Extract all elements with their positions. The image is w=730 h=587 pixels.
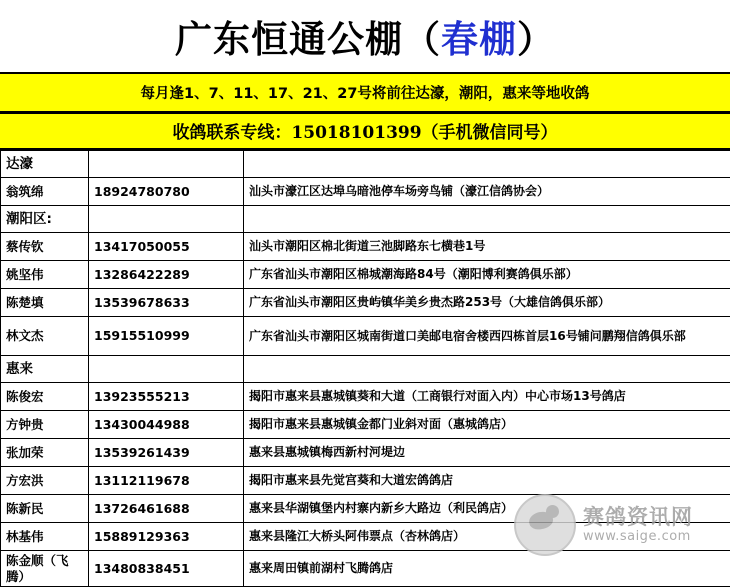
contact-phone: 13480838451 [89, 551, 244, 587]
contact-name: 陈金顺（飞腾） [1, 551, 89, 587]
contact-phone: 15915510999 [89, 317, 244, 356]
section-spacer [244, 206, 730, 233]
contact-name: 姚坚伟 [1, 261, 89, 289]
table-row [1, 317, 730, 356]
table-section-header [1, 206, 730, 233]
contact-name: 张加荣 [1, 439, 89, 467]
table-row [1, 178, 730, 206]
announcement-banner-hotline: 收鸽联系专线：15018101399（手机微信同号） [0, 112, 730, 150]
contact-name: 林文杰 [1, 317, 89, 356]
contact-address: 广东省汕头市潮阳区棉城潮海路84号（潮阳博利赛鸽俱乐部） [244, 261, 730, 289]
contact-phone: 13286422289 [89, 261, 244, 289]
contact-phone: 18924780780 [89, 178, 244, 206]
contact-address: 广东省汕头市潮阳区城南街道口美邮电宿舍楼西四栋首层16号铺问鹏翔信鸽俱乐部 [244, 317, 730, 356]
contact-name: 翁筑绵 [1, 178, 89, 206]
contact-address: 汕头市濠江区达埠乌暗池停车场旁鸟铺（濠江信鸽协会） [244, 178, 730, 206]
contact-address: 揭阳市惠来县惠城镇金都门业斜对面（惠城鸽店） [244, 411, 730, 439]
table-row [1, 383, 730, 411]
contact-address: 汕头市潮阳区棉北街道三池脚路东七横巷1号 [244, 233, 730, 261]
contact-address: 惠来县惠城镇梅西新村河堤边 [244, 439, 730, 467]
contact-name: 方宏洪 [1, 467, 89, 495]
contact-phone: 15889129363 [89, 523, 244, 551]
contact-phone: 13726461688 [89, 495, 244, 523]
contact-address: 惠来县华湖镇堡内村寨内新乡大路边（利民鸽店） [244, 495, 730, 523]
section-spacer [89, 151, 244, 178]
contact-name: 蔡传钦 [1, 233, 89, 261]
contact-address: 揭阳市惠来县先觉宫葵和大道宏鸽鸽店 [244, 467, 730, 495]
contact-phone: 13539261439 [89, 439, 244, 467]
table-row [1, 495, 730, 523]
title-main-text: 广东恒通公棚（ [175, 17, 441, 61]
contact-name: 陈楚填 [1, 289, 89, 317]
contact-name: 林基伟 [1, 523, 89, 551]
table-section-header [1, 356, 730, 383]
contact-phone: 13923555213 [89, 383, 244, 411]
contact-address: 广东省汕头市潮阳区贵屿镇华美乡贵杰路253号（大雄信鸽俱乐部） [244, 289, 730, 317]
watermark-url: www.saige.com [583, 529, 693, 544]
contact-name: 陈俊宏 [1, 383, 89, 411]
contact-name: 方钟贵 [1, 411, 89, 439]
table-row [1, 261, 730, 289]
table-row [1, 523, 730, 551]
table-row [1, 233, 730, 261]
section-spacer [244, 151, 730, 178]
contact-address: 揭阳市惠来县惠城镇葵和大道（工商银行对面入内）中心市场13号鸽店 [244, 383, 730, 411]
contact-address: 惠来周田镇前湖村飞腾鸽店 [244, 551, 730, 587]
contact-phone: 13417050055 [89, 233, 244, 261]
contact-phone: 13430044988 [89, 411, 244, 439]
contact-phone: 13112119678 [89, 467, 244, 495]
table-section-header [1, 151, 730, 178]
section-label: 惠来 [1, 356, 89, 383]
contacts-table [0, 150, 730, 587]
watermark-brand: 赛鸽资讯网 [583, 506, 693, 529]
document-header [0, 0, 730, 72]
title-highlight-text: 春棚 [441, 17, 517, 61]
contact-phone: 13539678633 [89, 289, 244, 317]
table-row [1, 551, 730, 587]
announcement-banner-schedule: 每月逢1、7、11、17、21、27号将前往达濠，潮阳，惠来等地收鸽 [0, 72, 730, 112]
page-title [175, 9, 555, 63]
section-spacer [89, 356, 244, 383]
title-tail-text: ） [517, 17, 555, 61]
contact-name: 陈新民 [1, 495, 89, 523]
section-label: 达濠 [1, 151, 89, 178]
section-label: 潮阳区: [1, 206, 89, 233]
section-spacer [89, 206, 244, 233]
table-row [1, 289, 730, 317]
table-row [1, 467, 730, 495]
contact-address: 惠来县隆江大桥头阿伟票点（杏林鸽店） [244, 523, 730, 551]
table-row [1, 411, 730, 439]
section-spacer [244, 356, 730, 383]
table-row [1, 439, 730, 467]
